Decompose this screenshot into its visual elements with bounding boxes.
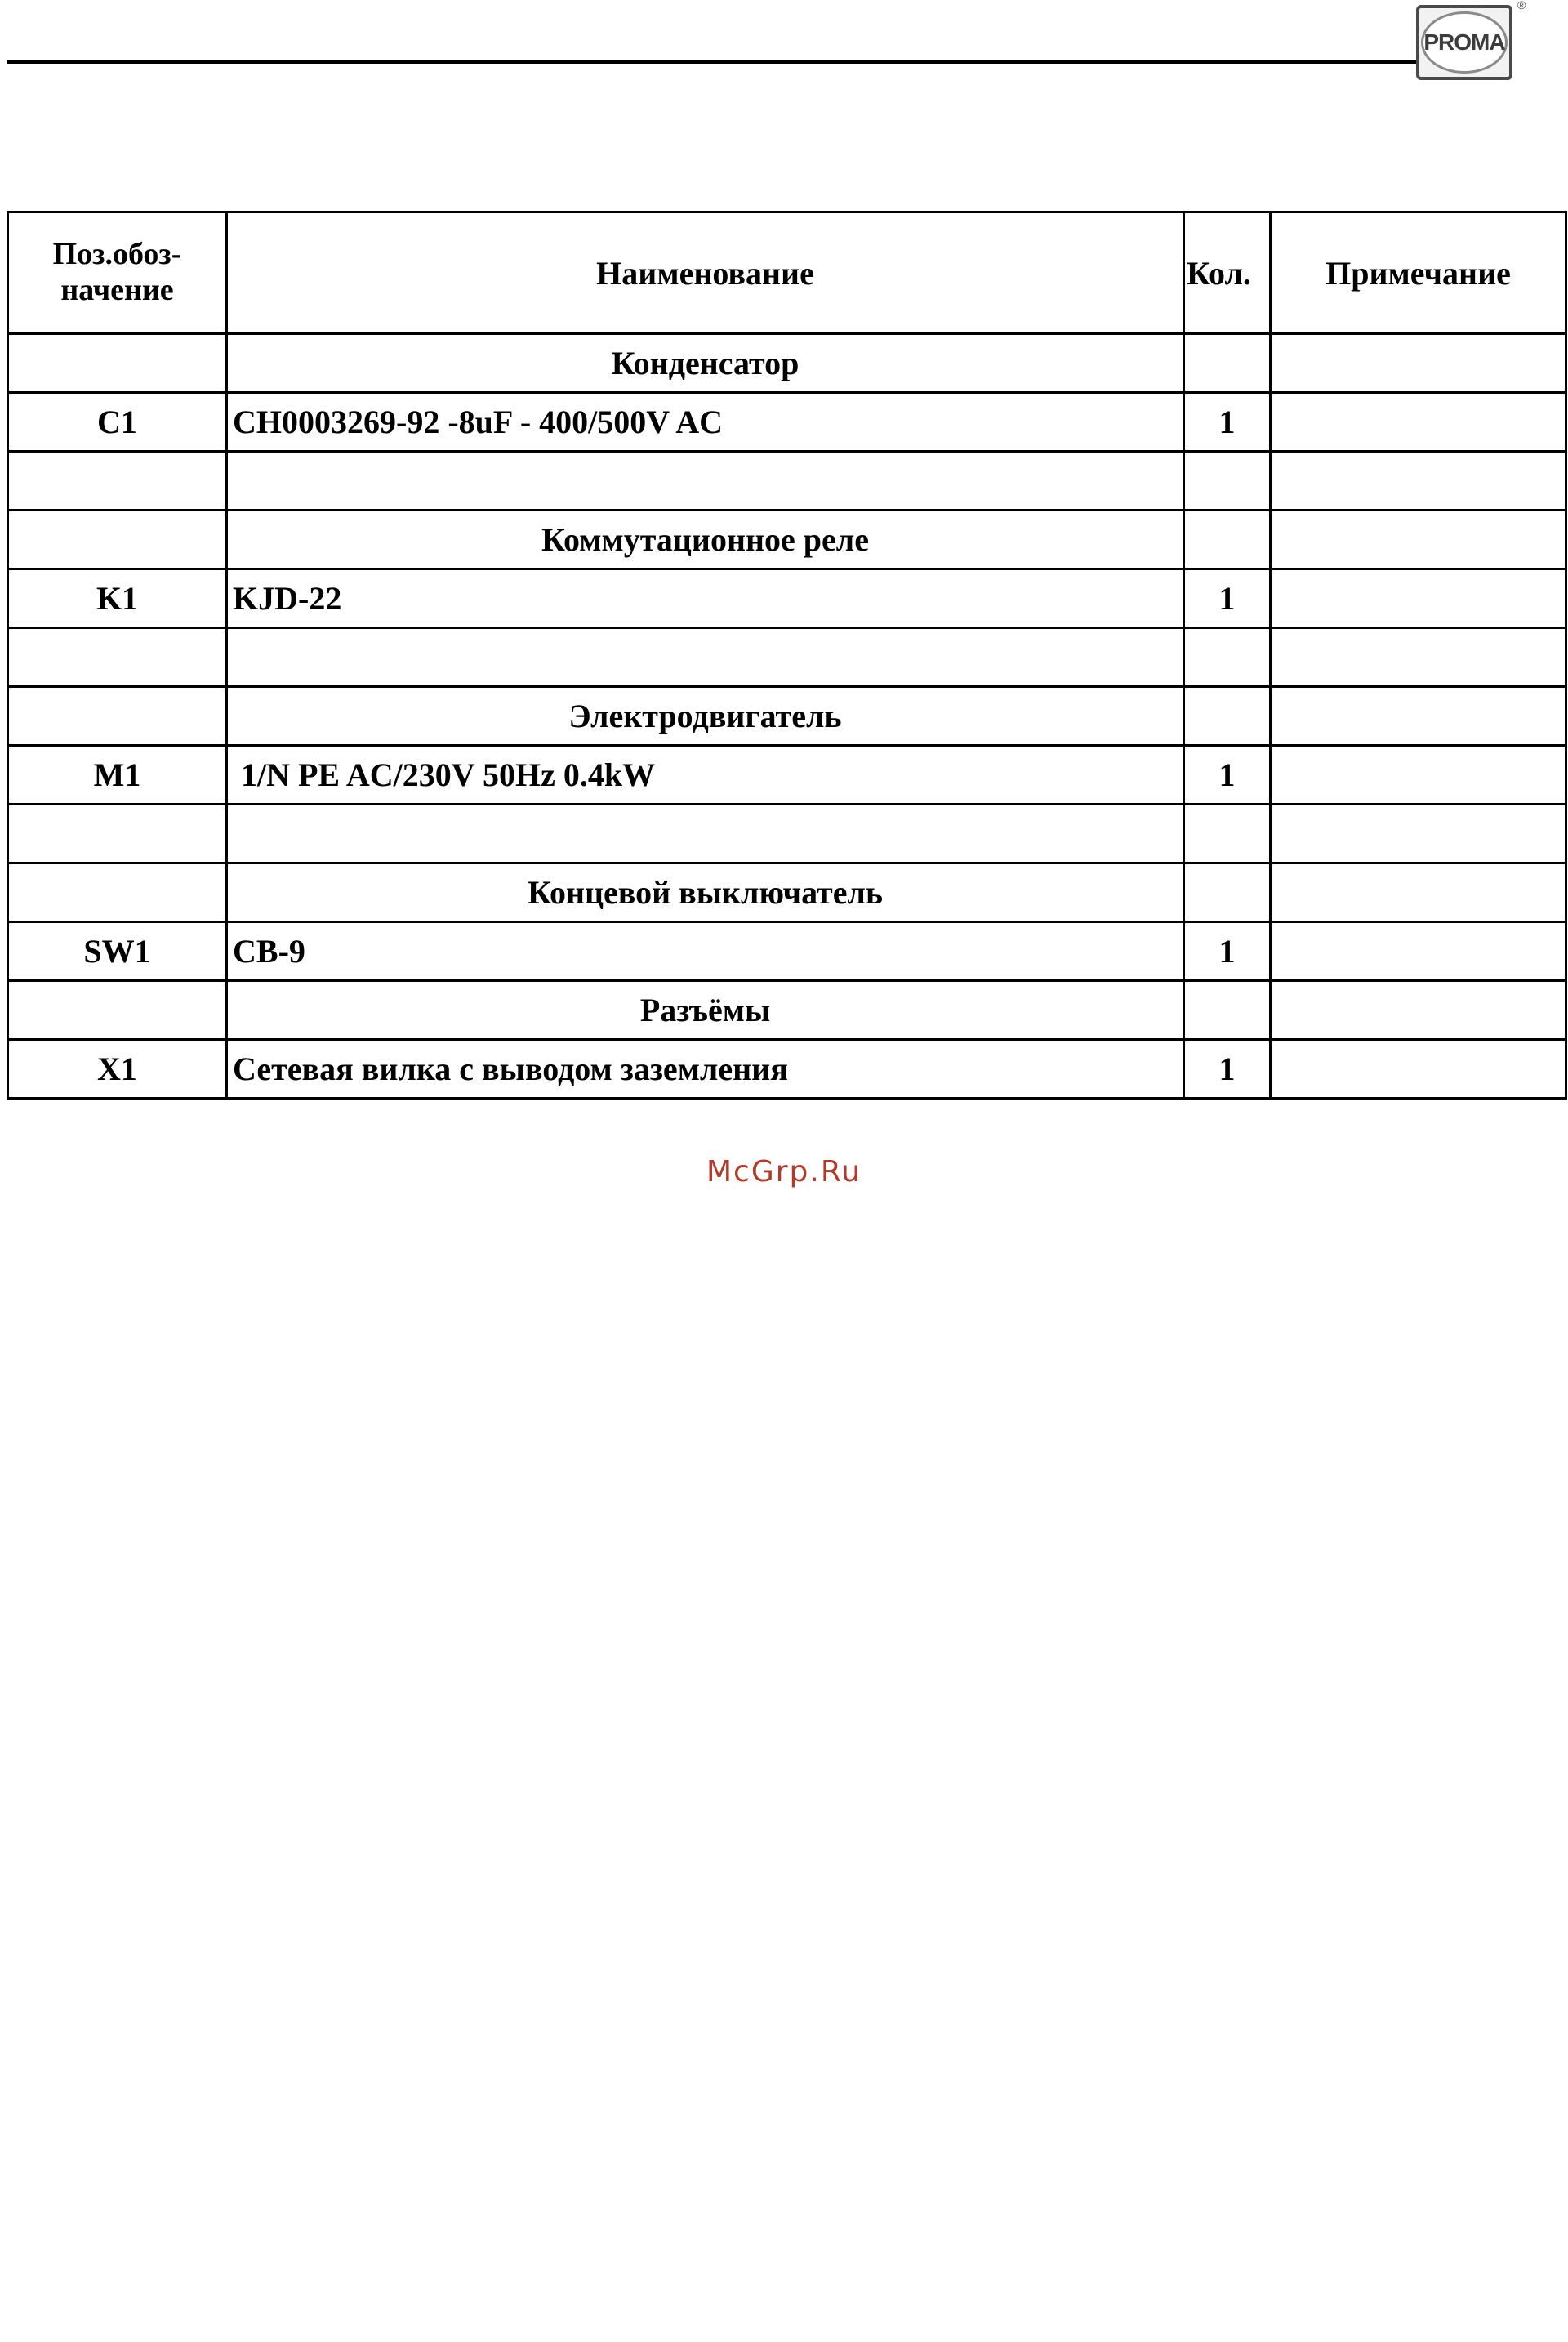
column-header-name: Наименование bbox=[227, 212, 1184, 334]
cell-position: X1 bbox=[8, 1040, 227, 1099]
cell-position bbox=[8, 452, 227, 511]
section-row bbox=[8, 687, 1566, 746]
cell-note bbox=[1271, 746, 1566, 805]
cell-quantity bbox=[1184, 334, 1271, 393]
registered-mark: ® bbox=[1517, 0, 1526, 11]
cell-quantity bbox=[1184, 628, 1271, 687]
cell-note bbox=[1271, 863, 1566, 922]
cell-name bbox=[227, 628, 1184, 687]
cell-quantity: 1 bbox=[1184, 393, 1271, 452]
cell-name bbox=[227, 805, 1184, 863]
cell-name: Сетевая вилка с выводом заземления bbox=[227, 1040, 1184, 1099]
cell-quantity bbox=[1184, 511, 1271, 569]
cell-name: KJD-22 bbox=[227, 569, 1184, 628]
cell-section-title: Конденсатор bbox=[227, 334, 1184, 393]
column-header-quantity: Кол. bbox=[1184, 212, 1271, 334]
cell-quantity: 1 bbox=[1184, 1040, 1271, 1099]
cell-quantity: 1 bbox=[1184, 569, 1271, 628]
cell-position: M1 bbox=[8, 746, 227, 805]
proma-logo-text: PROMA bbox=[1421, 11, 1508, 74]
cell-position: K1 bbox=[8, 569, 227, 628]
section-row bbox=[8, 511, 1566, 569]
section-row bbox=[8, 334, 1566, 393]
cell-quantity: 1 bbox=[1184, 922, 1271, 981]
cell-note bbox=[1271, 334, 1566, 393]
header-rule bbox=[7, 60, 1416, 64]
cell-name: CB-9 bbox=[227, 922, 1184, 981]
cell-section-title: Концевой выключатель bbox=[227, 863, 1184, 922]
proma-logo bbox=[1416, 5, 1512, 80]
cell-note bbox=[1271, 981, 1566, 1040]
cell-position bbox=[8, 628, 227, 687]
table-row bbox=[8, 1040, 1566, 1099]
section-row bbox=[8, 981, 1566, 1040]
column-header-position: Поз.обоз- начение bbox=[8, 212, 227, 334]
cell-position bbox=[8, 511, 227, 569]
cell-name: 1/N PE AC/230V 50Hz 0.4kW bbox=[227, 746, 1184, 805]
cell-section-title: Коммутационное реле bbox=[227, 511, 1184, 569]
watermark: McGrp.Ru bbox=[706, 1155, 862, 1189]
cell-position bbox=[8, 805, 227, 863]
table-row bbox=[8, 805, 1566, 863]
cell-position: C1 bbox=[8, 393, 227, 452]
table-row bbox=[8, 393, 1566, 452]
parts-list-table bbox=[7, 211, 1567, 1100]
table-row bbox=[8, 569, 1566, 628]
cell-note bbox=[1271, 452, 1566, 511]
cell-quantity bbox=[1184, 687, 1271, 746]
cell-note bbox=[1271, 393, 1566, 452]
cell-note bbox=[1271, 922, 1566, 981]
cell-note bbox=[1271, 805, 1566, 863]
cell-position bbox=[8, 863, 227, 922]
cell-note bbox=[1271, 1040, 1566, 1099]
cell-quantity bbox=[1184, 863, 1271, 922]
table-row bbox=[8, 922, 1566, 981]
table-row bbox=[8, 746, 1566, 805]
cell-quantity bbox=[1184, 981, 1271, 1040]
cell-position: SW1 bbox=[8, 922, 227, 981]
table-row bbox=[8, 628, 1566, 687]
column-header-note: Примечание bbox=[1271, 212, 1566, 334]
cell-name: CH0003269-92 -8uF - 400/500V AC bbox=[227, 393, 1184, 452]
cell-position bbox=[8, 334, 227, 393]
cell-position bbox=[8, 981, 227, 1040]
cell-note bbox=[1271, 687, 1566, 746]
cell-quantity bbox=[1184, 452, 1271, 511]
cell-section-title: Разъёмы bbox=[227, 981, 1184, 1040]
section-row bbox=[8, 863, 1566, 922]
cell-note bbox=[1271, 511, 1566, 569]
table-body bbox=[8, 334, 1566, 1099]
cell-note bbox=[1271, 628, 1566, 687]
cell-quantity bbox=[1184, 805, 1271, 863]
table-row bbox=[8, 452, 1566, 511]
table-header-row bbox=[8, 212, 1566, 334]
cell-position bbox=[8, 687, 227, 746]
cell-section-title: Электродвигатель bbox=[227, 687, 1184, 746]
cell-quantity: 1 bbox=[1184, 746, 1271, 805]
cell-note bbox=[1271, 569, 1566, 628]
cell-name bbox=[227, 452, 1184, 511]
